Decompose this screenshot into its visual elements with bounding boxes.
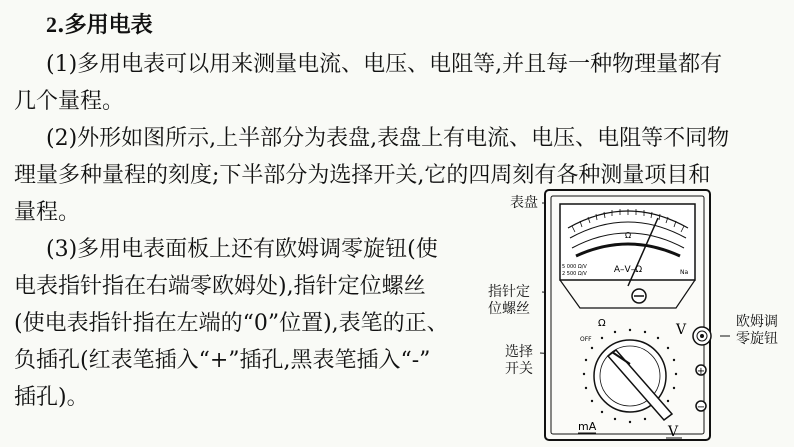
label-screw-1: 指针定 (488, 284, 530, 300)
paragraph-3-line-1: (3)多用电表面板上还有欧姆调零旋钮(使 (46, 237, 438, 262)
switch-v-top-text: V (676, 322, 687, 338)
dial-left-top-text: 5 000 Ω/V (562, 264, 587, 270)
paragraph-1-line-1: (1)多用电表可以用来测量电流、电压、电阻等,并且每一种物理量都有 (46, 52, 723, 77)
dial-right-text: Na (680, 269, 689, 276)
paragraph-3-line-3: (使电表指针指在左端的“0”位置),表笔的正、 (14, 311, 449, 336)
paragraph-2-line-2: 理量多种量程的刻度;下半部分为选择开关,它的四周刻有各种测量项目和 (14, 163, 711, 188)
dial-center-text: A–V–Ω (613, 265, 643, 275)
dial-left-bottom-text: 2 500 Ω/V (562, 271, 587, 277)
label-knob-2: 零旋钮 (736, 331, 778, 347)
paragraph-3-line-2: 电表指针指在右端零欧姆处),指针定位螺丝 (14, 274, 426, 299)
label-switch-2: 开关 (505, 361, 533, 377)
minus-terminal-text: − (696, 402, 706, 413)
paragraph-2-line-1: (2)外形如图所示,上半部分为表盘,表盘上有电流、电压、电阻等不同物 (46, 126, 730, 151)
paragraph-3-line-4: 负插孔(红表笔插入“+”插孔,黑表笔插入“-” (14, 348, 431, 373)
paragraph-3-line-5: 插孔)。 (14, 385, 89, 410)
switch-v-bottom-text: V (668, 424, 679, 440)
switch-omega-text: Ω (598, 318, 606, 329)
paragraph-1-line-2: 几个量程。 (14, 89, 125, 114)
multimeter-figure (480, 188, 730, 443)
paragraph-2-line-3: 量程。 (14, 200, 81, 225)
heading-title: .多用电表 (57, 12, 153, 38)
label-knob-1: 欧姆调 (736, 314, 778, 330)
switch-ma-text: mA (578, 420, 597, 433)
label-dial: 表盘 (510, 195, 538, 211)
heading-number: 2 (46, 12, 57, 37)
plus-terminal-text: + (696, 366, 706, 377)
label-switch-1: 选择 (505, 344, 533, 360)
heading (46, 10, 153, 40)
label-screw-2: 位螺丝 (488, 301, 530, 317)
switch-off-text: OFF (580, 336, 592, 343)
dial-omega-text: Ω (624, 231, 632, 240)
